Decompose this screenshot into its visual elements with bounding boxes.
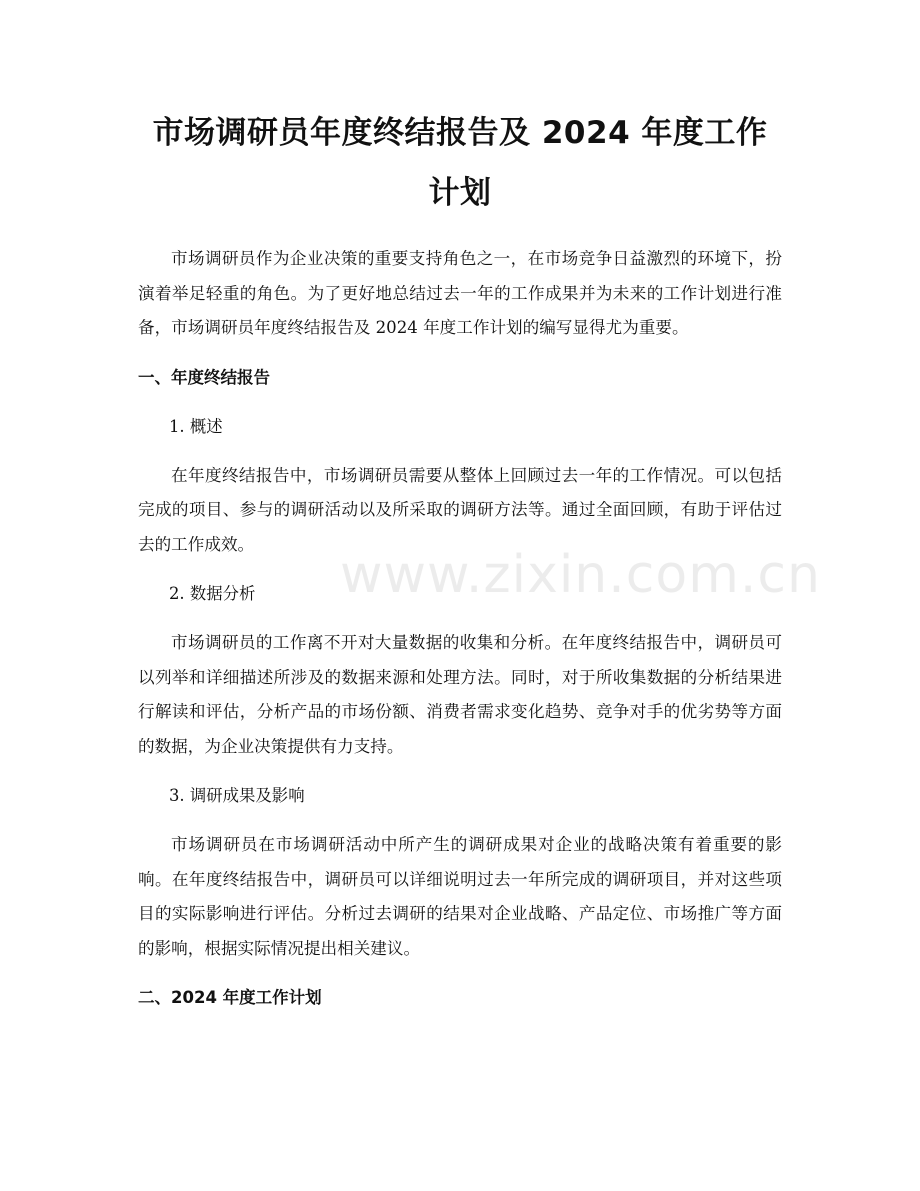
intro-paragraph: 市场调研员作为企业决策的重要支持角色之一，在市场竞争日益激烈的环境下，扮演着举足轻重的角色。为了更好地总结过去一年的工作成果并为未来的工作计划进行准备，市场调研员年度终结报告及 2024 年度工作计划的编写显得尤为重要。 xyxy=(138,249,782,337)
document-title: 市场调研员年度终结报告及 2024 年度工作计划 xyxy=(152,115,768,211)
subsection-heading-overview: 1. 概述 xyxy=(169,416,223,436)
section-heading-annual-report: 一、年度终结报告 xyxy=(138,367,270,387)
paragraph-research-results: 市场调研员在市场调研活动中所产生的调研成果对企业的战略决策有着重要的影响。在年度终结报告中，调研员可以详细说明过去一年所完成的调研项目，并对这些项目的实际影响进行评估。分析过去调研的结果对企业战略、产品定位、市场推广等方面的影响，根据实际情况提出相关建议。 xyxy=(138,835,782,958)
section-heading-work-plan: 二、2024 年度工作计划 xyxy=(138,988,322,1007)
subsection-heading-data-analysis: 2. 数据分析 xyxy=(169,584,256,603)
subsection-heading-research-results: 3. 调研成果及影响 xyxy=(169,786,305,805)
watermark-text: www.zixin.com.cn xyxy=(340,545,821,605)
paragraph-data-analysis: 市场调研员的工作离不开对大量数据的收集和分析。在年度终结报告中，调研员可以列举和详细描述所涉及的数据来源和处理方法。同时，对于所收集数据的分析结果进行解读和评估，分析产品的市场份额、消费者需求变化趋势、竞争对手的优劣势等方面的数据，为企业决策提供有力支持。 xyxy=(138,633,782,756)
paragraph-overview: 在年度终结报告中，市场调研员需要从整体上回顾过去一年的工作情况。可以包括完成的项目、参与的调研活动以及所采取的调研方法等。通过全面回顾，有助于评估过去的工作成效。 xyxy=(138,465,782,554)
